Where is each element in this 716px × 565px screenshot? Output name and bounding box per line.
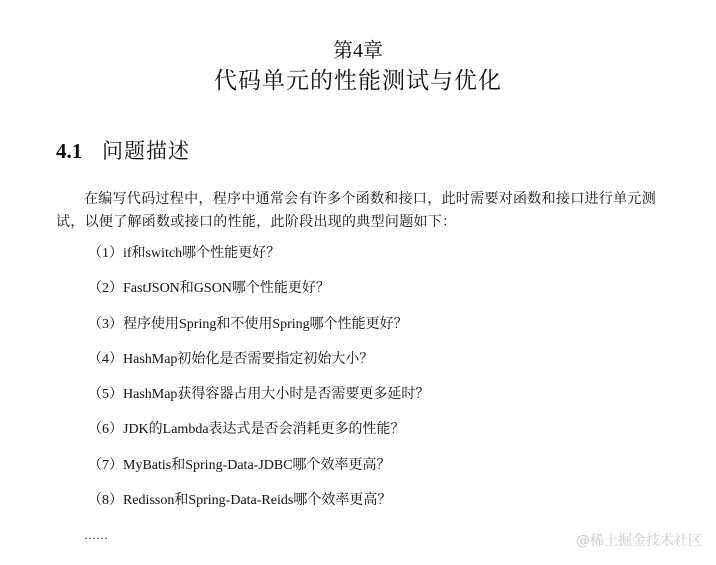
chapter-title: 代码单元的性能测试与优化	[214, 68, 502, 93]
watermark: @稀土掘金技术社区	[576, 533, 702, 549]
continuation-ellipsis: ……	[84, 528, 108, 542]
section-heading	[56, 137, 190, 165]
question-item-2: （2）FastJSON和GSON哪个性能更好？	[88, 281, 330, 297]
question-item-8: （8）Redisson和Spring-Data-Reids哪个效率更高？	[88, 493, 392, 509]
question-item-5: （5）HashMap获得容器占用大小时是否需要更多延时？	[88, 387, 430, 403]
question-item-3: （3）程序使用Spring和不使用Spring哪个性能更好？	[88, 316, 408, 332]
question-item-7: （7）MyBatis和Spring-Data-JDBC哪个效率更高？	[88, 457, 391, 473]
chapter-label: 第4章	[333, 40, 383, 62]
question-list	[88, 242, 429, 524]
question-item-4: （4）HashMap初始化是否需要指定初始大小？	[88, 351, 374, 367]
chapter-heading	[0, 38, 716, 96]
intro-paragraph: 在编写代码过程中，程序中通常会有许多个函数和接口，此时需要对函数和接口进行单元测试，以便了解函数或接口的性能，此阶段出现的典型问题如下：	[56, 192, 656, 230]
question-item-6: （6）JDK的Lambda表达式是否会消耗更多的性能？	[88, 422, 405, 438]
section-number: 4.1	[56, 139, 83, 163]
section-title: 问题描述	[102, 139, 190, 163]
question-item-1: （1）if和switch哪个性能更好？	[88, 246, 281, 261]
